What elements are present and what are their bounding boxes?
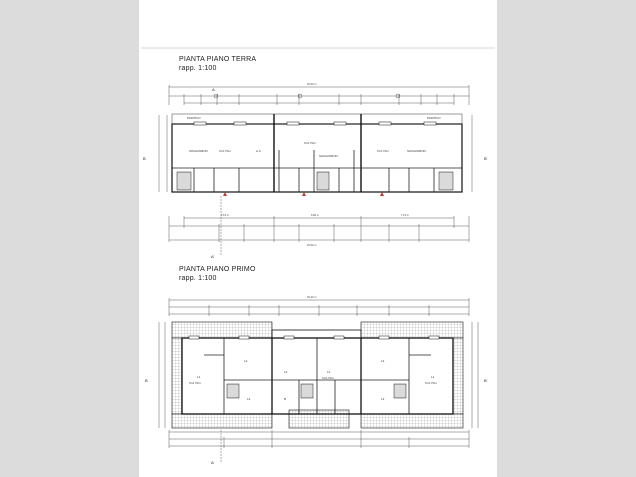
room-l2-right: L2 <box>381 359 385 363</box>
dim-mid: 6,80 m <box>311 214 319 217</box>
height-mid: h=2,70m <box>304 141 316 145</box>
dim-total-first: 20,40 m <box>307 296 317 299</box>
ac-label: A.C. <box>256 149 262 153</box>
height-right: h=2,70m <box>377 149 389 153</box>
room-b-mid: B <box>284 397 287 401</box>
dim-total-bottom: 20,00 m <box>307 244 317 247</box>
height-left: h=2,70m <box>219 149 231 153</box>
first-floor-plan <box>145 295 488 465</box>
room-l3-left: L3 <box>247 397 251 401</box>
room-soggiorno-right: SOGGIORNO <box>407 149 426 153</box>
portico-left: PORTICO <box>187 116 201 120</box>
height-first-left: h=2,70m <box>189 381 201 385</box>
section-a-top: A <box>212 87 215 92</box>
first-section-b-right: B' <box>484 378 488 383</box>
ground-floor-title: PIANTA PIANO TERRA <box>179 56 257 63</box>
room-soggiorno-mid: SOGGIORNO <box>319 154 338 158</box>
dim-right: 7,15 m <box>401 214 409 217</box>
portico-right: PORTICO <box>427 116 441 120</box>
floor-plans-drawing <box>139 0 497 477</box>
first-floor-title: PIANTA PIANO PRIMO <box>179 266 256 273</box>
section-a-bottom: A' <box>211 254 215 259</box>
drawing-sheet <box>139 0 497 477</box>
room-soggiorno-left: SOGGIORNO <box>189 149 208 153</box>
room-l2-left: L2 <box>244 359 248 363</box>
height-first-mid: h=2,70m <box>322 376 334 380</box>
dim-total-top: 20,00 m <box>307 83 317 86</box>
dim-left: 7,15 m <box>221 214 229 217</box>
ground-floor-scale: rapp. 1:100 <box>179 65 217 72</box>
section-b-right: B' <box>484 156 488 161</box>
ground-floor-plan <box>143 82 488 259</box>
first-section-b-left: B <box>145 378 148 383</box>
room-l2-mid: L2 <box>284 370 288 374</box>
room-l1-right: L1 <box>431 375 435 379</box>
room-l1-mid: L1 <box>327 370 331 374</box>
room-l3-right: L3 <box>381 397 385 401</box>
first-floor-scale: rapp. 1:100 <box>179 275 217 282</box>
section-b-left: B <box>143 156 146 161</box>
height-first-right: h=2,70m <box>425 381 437 385</box>
first-section-a-bottom: A' <box>211 460 215 465</box>
room-l1-left: L1 <box>197 375 201 379</box>
